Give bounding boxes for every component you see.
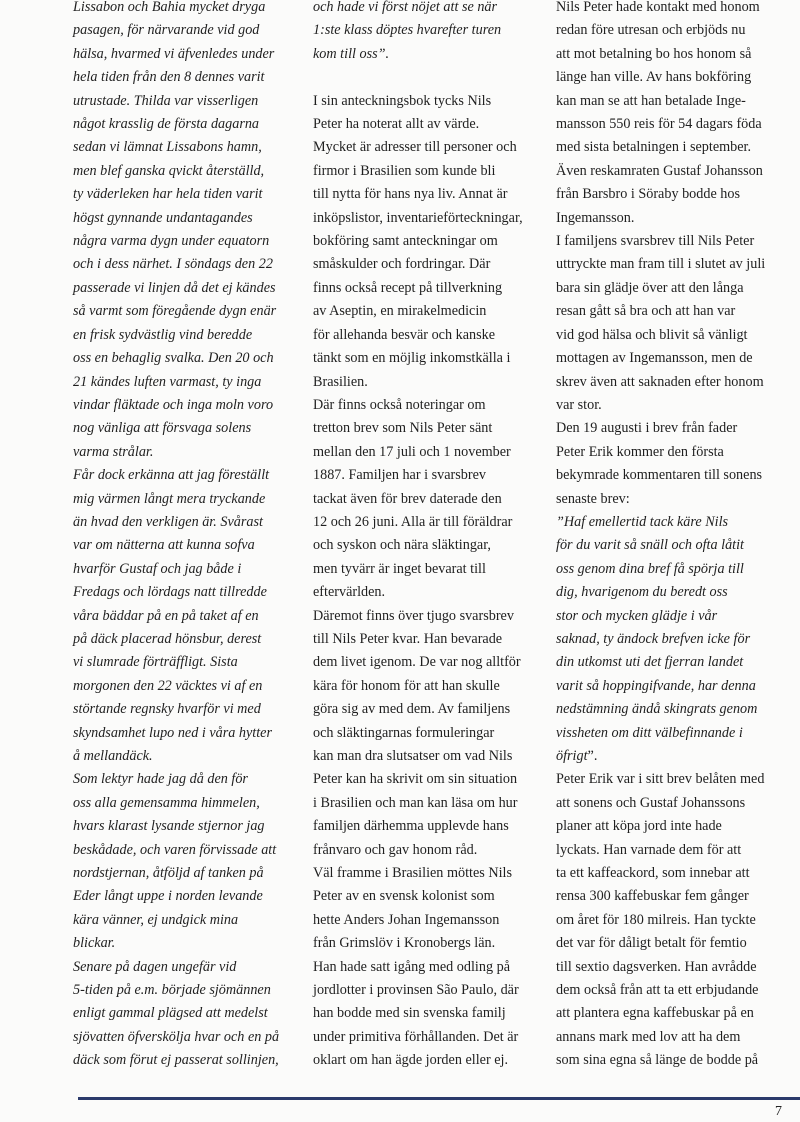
body-text: I sin anteckningsbok tycks Nils Peter ha noterat allt av värde. Mycket är adresser till personer och firmor i Brasilien som kunde bli till nytta för hans nya liv. Annat är inköpslistor, inventarieförteckningar, bokföring samt anteckningar om småskulder och fordringar. Där finns också recept på tillverkning av Aseptin, en mirakelmedicin för allehanda besvär och kanske tänkt som en möjlig inkomstkälla i Brasilien. Där finns också noteringar om tretton brev som Nils Peter sänt mellan den 17 juli och 1 november 1887. Familjen har i svarsbrev tackat även för brev daterade den 12 och 26 juni. Alla är till föräldrar och syskon och nära släktingar, men tyvärr är inget bevarat till eftervärlden. Däremot finns över tjugo svarsbrev till Nils Peter kvar. Han bevarade dem livet igenom. De var nog alltför kära för honom för att han skulle göra sig av med dem. Av familjens och släktingarnas formuleringar kan man dra slutsatser om vad Nils Peter kan ha skrivit om sin situation i Brasilien och man kan läsa om hur familjen därhemma upplevde hans frånvaro och gav honom råd. Väl framme i Brasilien möttes Nils Peter av en svensk kolonist som hette Anders Johan Ingemansson från Grimslöv i Kronobergs län. Han hade satt igång med odling på jordlotter i provinsen São Paulo, där han bodde med sin svenska familj under primitiva förhållanden. Det är oklart om han ägde jorden eller ej. [313, 92, 523, 1069]
text-column-2 [313, 0, 553, 1073]
body-text-upper: Nils Peter hade kontakt med honom redan före utresan och erbjöds nu att mot betalning bo hos honom så länge han ville. Av hans bokföring kan man se att han betalade Inge- mansson 550 reis för 54 dagars föda med sista betalningen i september. Även reskamraten Gustaf Johansson från Barsbro i Söraby bodde hos Ingemansson. I familjens svarsbrev till Nils Peter uttryckte man fram till i slutet av juli bara sin glädje över att den långa resan gått så bra och att han var vid god hälsa och blivit så vänligt mottagen av Ingemansson, men de skrev även att saknaden efter honom var stor. Den 19 augusti i brev från fader Peter Erik kommer den första bekymrade kommentaren till sonens senaste brev: [556, 0, 766, 507]
quote-continuation: och hade vi först nöjet att se när 1:ste klass döptes hvarefter turen kom till oss”. [313, 0, 502, 62]
footer-rule [78, 1097, 800, 1100]
quote-close: ”. [587, 748, 598, 764]
text-column-1: Lissabon och Bahia mycket dryga pasagen, för närvarande vid god hälsa, hvarmed vi äfvenledes under hela tiden från den 8 dennes varit utrustade. Thilda var visserligen något krasslig de första dagarna sedan vi lämnat Lissabons hamn, men blef ganska qvickt återställd, ty väderleken har hela tiden varit högst gynnande undantagandes några varma dygn under equatorn och i dess närhet. I söndags den 22 passerade vi linjen då det ej kändes så varmt som föregående dygn enär en frisk sydvästlig vind beredde oss en behaglig svalka. Den 20 och 21 kändes luften varmast, ty inga vindar fläktade och inga moln voro nog vänliga att försvaga solens varma strålar. Får dock erkänna att jag föreställt mig värmen långt mera tryckande än hvad den verkligen är. Svårast var om nätterna att kunna sofva hvarför Gustaf och jag både i Fredags och lördags natt tillredde våra bäddar på en på taket af en på däck placerad hönsbur, derest vi slumrade förträffligt. Sista morgonen den 22 väcktes vi af en störtande regnsky hvarför vi med skyndsamhet lupo ned i våra hytter å mellandäck. Som lektyr hade jag då den för oss alla gemensamma himmelen, hvars klarast lysande stjernor jag beskådade, och varen förvissade att nordstjernan, åtföljd af tanken på Eder långt uppe i norden levande kära vänner, ej undgick mina blickar. Senare på dagen ungefär vid 5-tiden på e.m. började sjömännen enligt gammal plägsed att medelst sjövatten öfverskölja hvar och en på däck som förut ej passerat sollinjen, [73, 0, 280, 1069]
text-column-3 [556, 0, 794, 1073]
page-number: 7 [775, 1104, 782, 1119]
letter-quote: ”Haf emellertid tack käre Nils för du varit så snäll och ofta låtit oss genom dina bref få spörja till dig, hvarigenom du beredt oss stor och mycken glädje i vår saknad, ty ändock brefven icke för din utkomst uti det fjerran landet varit så hoppingifvande, har denna nedstämning ändå skingrats genom vissheten om ditt välbefinnande i öfrigt [556, 513, 758, 764]
body-text-lower: Peter Erik var i sitt brev belåten med att sonens och Gustaf Johanssons planer att köpa jord inte hade lyckats. Han varnade dem för att ta ett kaffeackord, som innebar att rensa 300 kaffebuskar fem gånger om året för 180 milreis. Han tyckte det var för dåligt betalt för femtio till sextio dagsverken. Han avrådde dem också från att ta ett erbjudande att plantera egna kaffebuskar på en annans mark med lov att ha dem som sina egna så länge de bodde på [556, 771, 765, 1069]
